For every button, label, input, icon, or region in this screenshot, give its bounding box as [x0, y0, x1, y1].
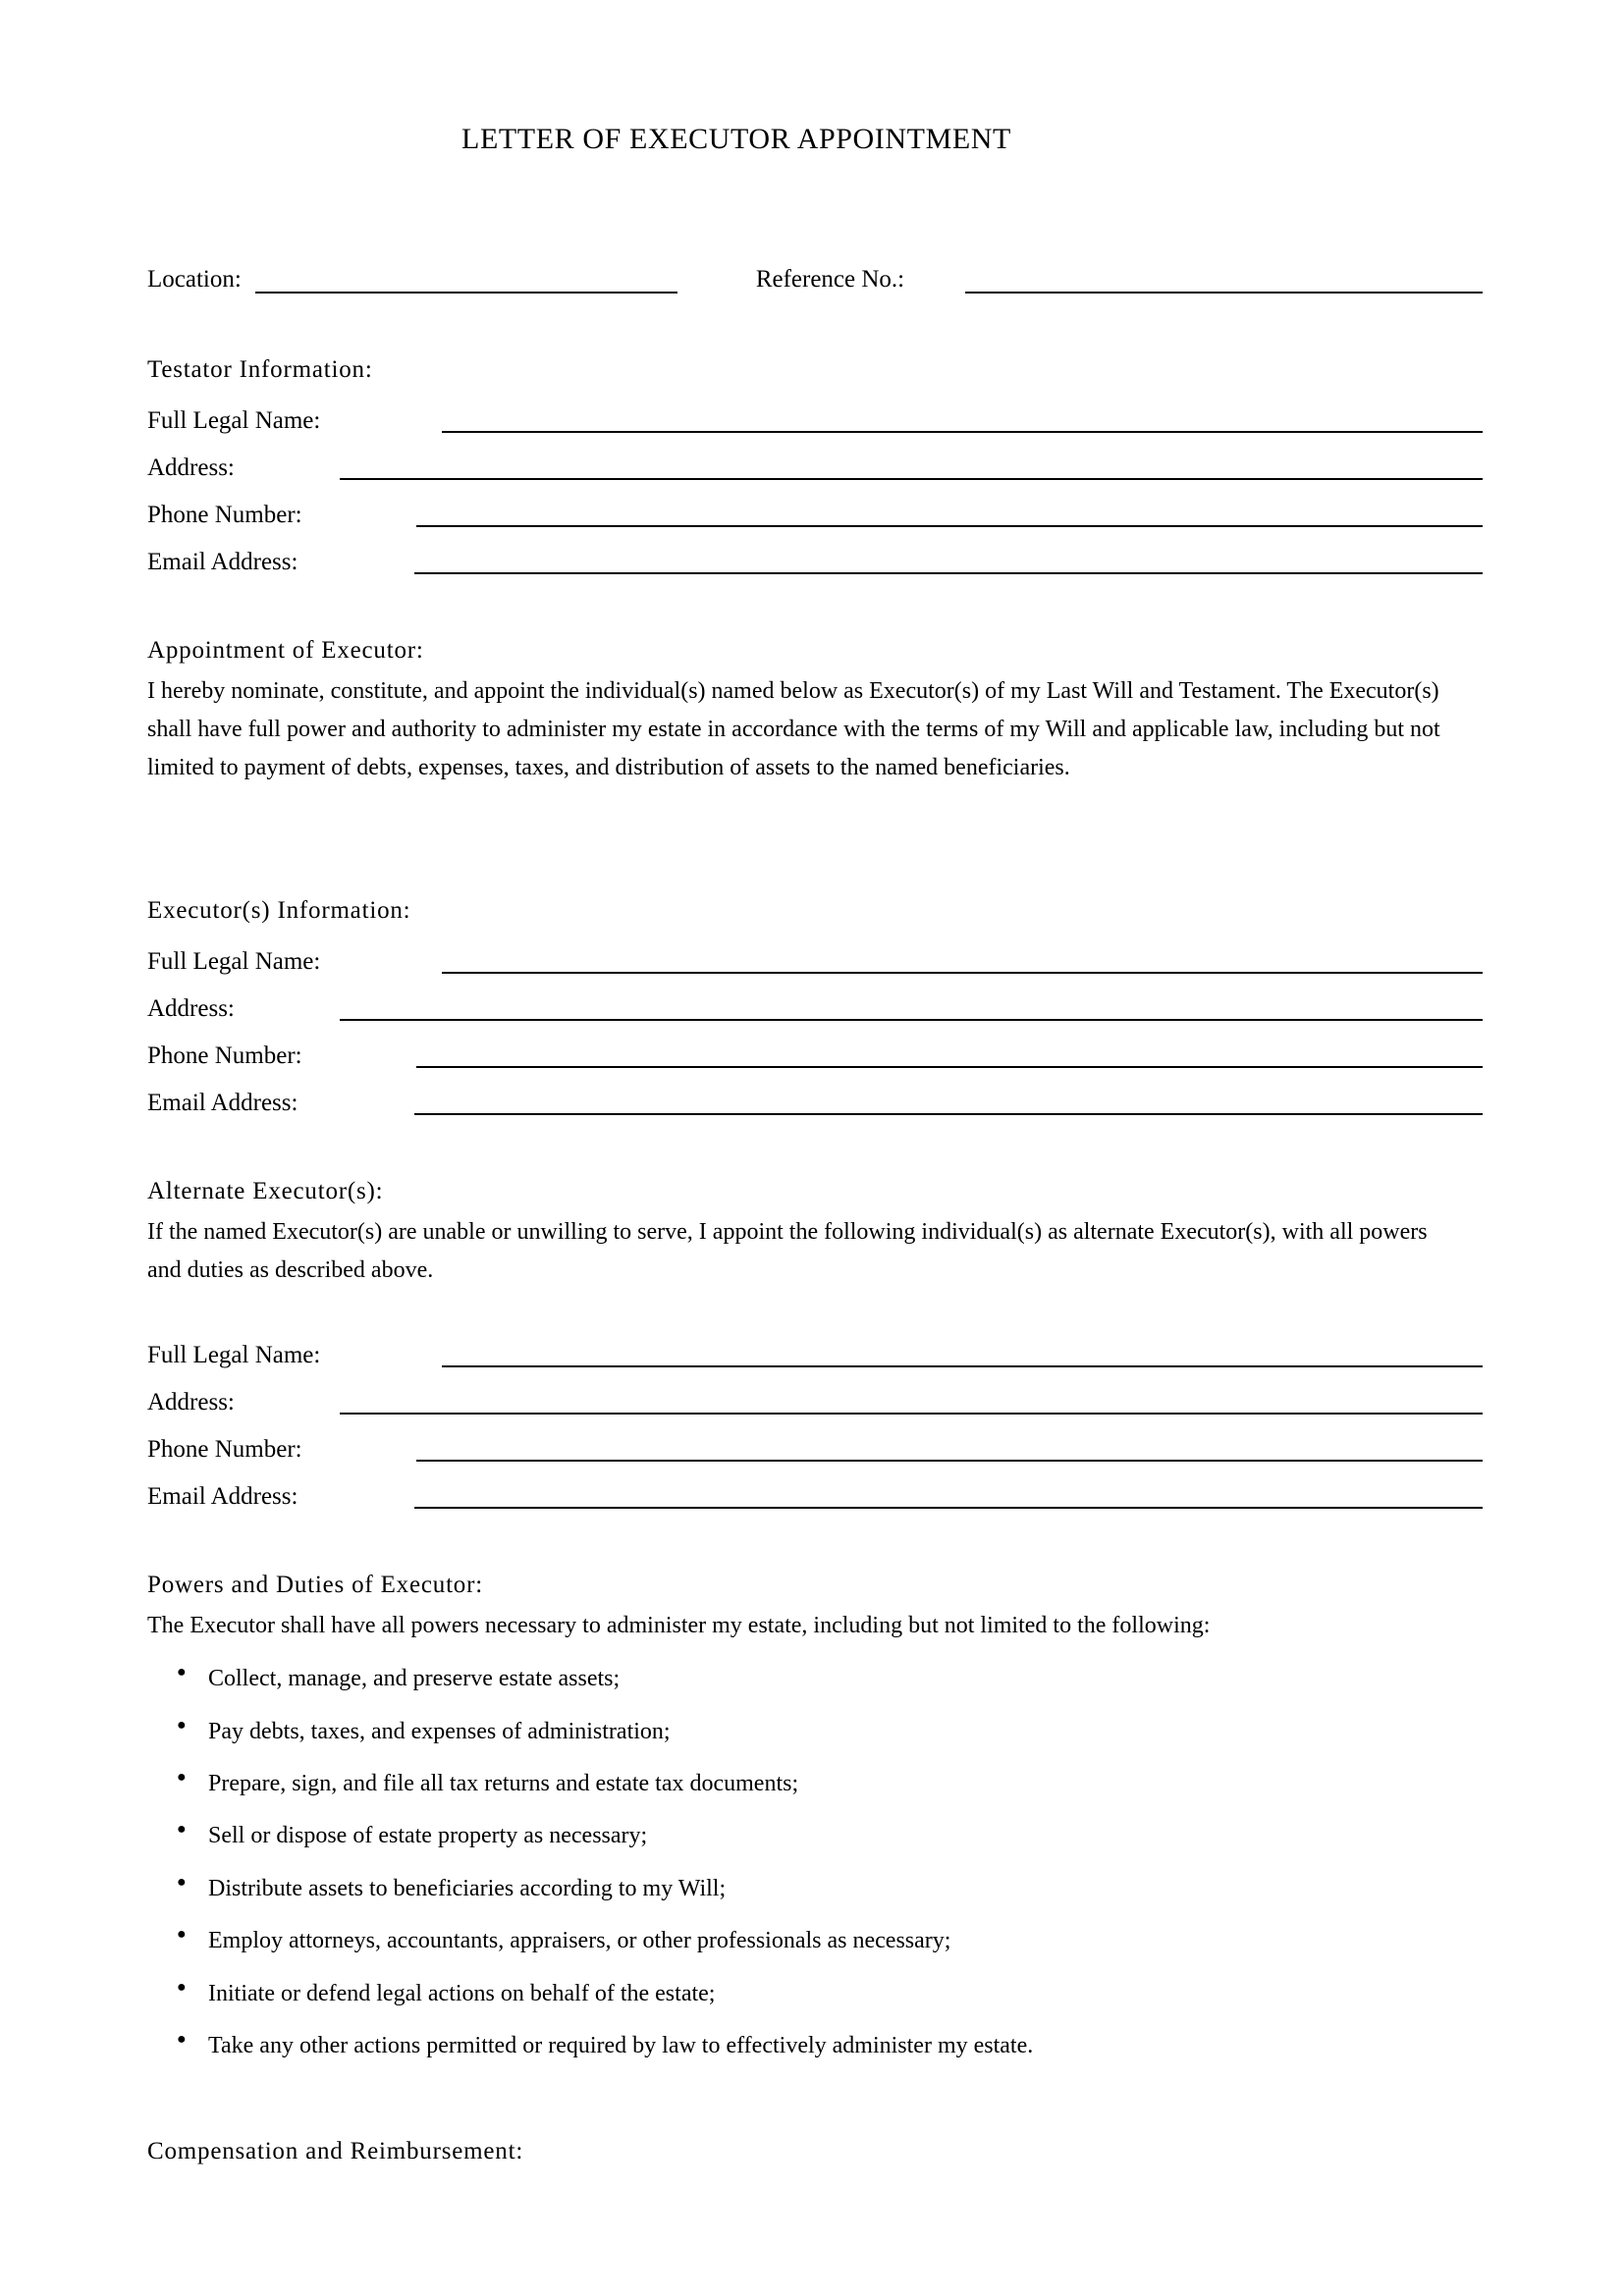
alternate-full-legal-name-row [147, 1326, 1483, 1373]
testator-phone-number-input-rule[interactable] [416, 525, 1483, 527]
testator-section-heading: Testator Information: [147, 356, 373, 383]
reference-number-label: Reference No.: [755, 266, 905, 293]
executor-email-address-row [147, 1074, 1483, 1121]
executor-phone-number-row [147, 1027, 1483, 1074]
list-item: ● Prepare, sign, and file all tax returns and estate tax documents; [147, 1768, 1483, 1799]
list-item: ● Initiate or defend legal actions on behalf of the estate; [147, 1978, 1483, 2009]
spacer [147, 787, 1483, 846]
executor-email-address-label: Email Address: [147, 1089, 298, 1116]
compensation-section-heading: Compensation and Reimbursement: [147, 2138, 524, 2165]
executor-address-input-rule[interactable] [340, 1019, 1483, 1021]
alternate-executor-paragraph: If the named Executor(s) are unable or unwilling to serve, I appoint the following individual(s) as alternate Executor(s), with all powers and duties as described above. [147, 1218, 1428, 1283]
reference-number-input-rule[interactable] [965, 292, 1483, 294]
alternate-email-address-label: Email Address: [147, 1483, 298, 1511]
alternate-phone-number-row [147, 1420, 1483, 1468]
testator-full-legal-name-label: Full Legal Name: [147, 407, 321, 434]
executor-fields [147, 933, 1483, 1121]
testator-phone-number-label: Phone Number: [147, 502, 302, 528]
testator-full-legal-name-input-rule[interactable] [442, 431, 1483, 433]
document-body [147, 0, 1483, 2165]
location-input-rule[interactable] [255, 292, 677, 294]
powers-duties-list [147, 1663, 1483, 2061]
alternate-address-row [147, 1373, 1483, 1420]
executor-email-address-input-rule[interactable] [414, 1113, 1483, 1115]
testator-fields [147, 392, 1483, 580]
alternate-address-label: Address: [147, 1389, 235, 1416]
powers-intro-paragraph: The Executor shall have all powers necessary to administer my estate, including but not limited to the following: [147, 1613, 1211, 1639]
appointment-section-heading: Appointment of Executor: [147, 637, 424, 664]
alternate-full-legal-name-input-rule[interactable] [442, 1365, 1483, 1367]
list-item: ● Pay debts, taxes, and expenses of administration; [147, 1716, 1483, 1747]
executor-full-legal-name-row [147, 933, 1483, 980]
alternate-address-input-rule[interactable] [340, 1413, 1483, 1415]
testator-phone-number-row [147, 486, 1483, 533]
header-fields-row [147, 254, 1483, 299]
alternate-executor-fields [147, 1326, 1483, 1515]
location-label: Location: [147, 266, 242, 293]
alternate-executor-section-heading: Alternate Executor(s): [147, 1177, 384, 1204]
executor-full-legal-name-input-rule[interactable] [442, 972, 1483, 974]
testator-email-address-input-rule[interactable] [414, 572, 1483, 574]
executor-phone-number-input-rule[interactable] [416, 1066, 1483, 1068]
testator-address-label: Address: [147, 454, 235, 481]
executor-address-label: Address: [147, 994, 235, 1022]
list-item: ● Take any other actions permitted or required by law to effectively administer my estate. [147, 2030, 1483, 2061]
executor-section-heading: Executor(s) Information: [147, 896, 411, 924]
list-item: ● Employ attorneys, accountants, appraisers, or other professionals as necessary; [147, 1925, 1483, 1956]
alternate-email-address-input-rule[interactable] [414, 1507, 1483, 1509]
appointment-paragraph: I hereby nominate, constitute, and appoint the individual(s) named below as Executor(s) of my Last Will and Testament. The Executor(s) shall have full power and authority to administer my estate in accordance with the terms of my Will and applicable law, including but not limited to payment of debts, expenses, taxes, and distribution of assets to the named beneficiaries. [147, 678, 1440, 780]
alternate-phone-number-input-rule[interactable] [416, 1460, 1483, 1462]
testator-address-row [147, 439, 1483, 486]
list-item: ● Sell or dispose of estate property as necessary; [147, 1820, 1483, 1851]
list-item: ● Collect, manage, and preserve estate assets; [147, 1663, 1483, 1694]
testator-email-address-label: Email Address: [147, 549, 298, 575]
page-title: LETTER OF EXECUTOR APPOINTMENT [461, 123, 1011, 155]
executor-phone-number-label: Phone Number: [147, 1041, 302, 1069]
executor-address-row [147, 980, 1483, 1027]
alternate-full-legal-name-label: Full Legal Name: [147, 1342, 321, 1369]
testator-full-legal-name-row [147, 392, 1483, 439]
testator-email-address-row [147, 533, 1483, 580]
powers-section-heading: Powers and Duties of Executor: [147, 1572, 483, 1599]
list-item: ● Distribute assets to beneficiaries according to my Will; [147, 1873, 1483, 1904]
alternate-email-address-row [147, 1468, 1483, 1515]
spacer [147, 1289, 1483, 1322]
testator-address-input-rule[interactable] [340, 478, 1483, 480]
executor-full-legal-name-label: Full Legal Name: [147, 947, 321, 975]
alternate-phone-number-label: Phone Number: [147, 1436, 302, 1464]
